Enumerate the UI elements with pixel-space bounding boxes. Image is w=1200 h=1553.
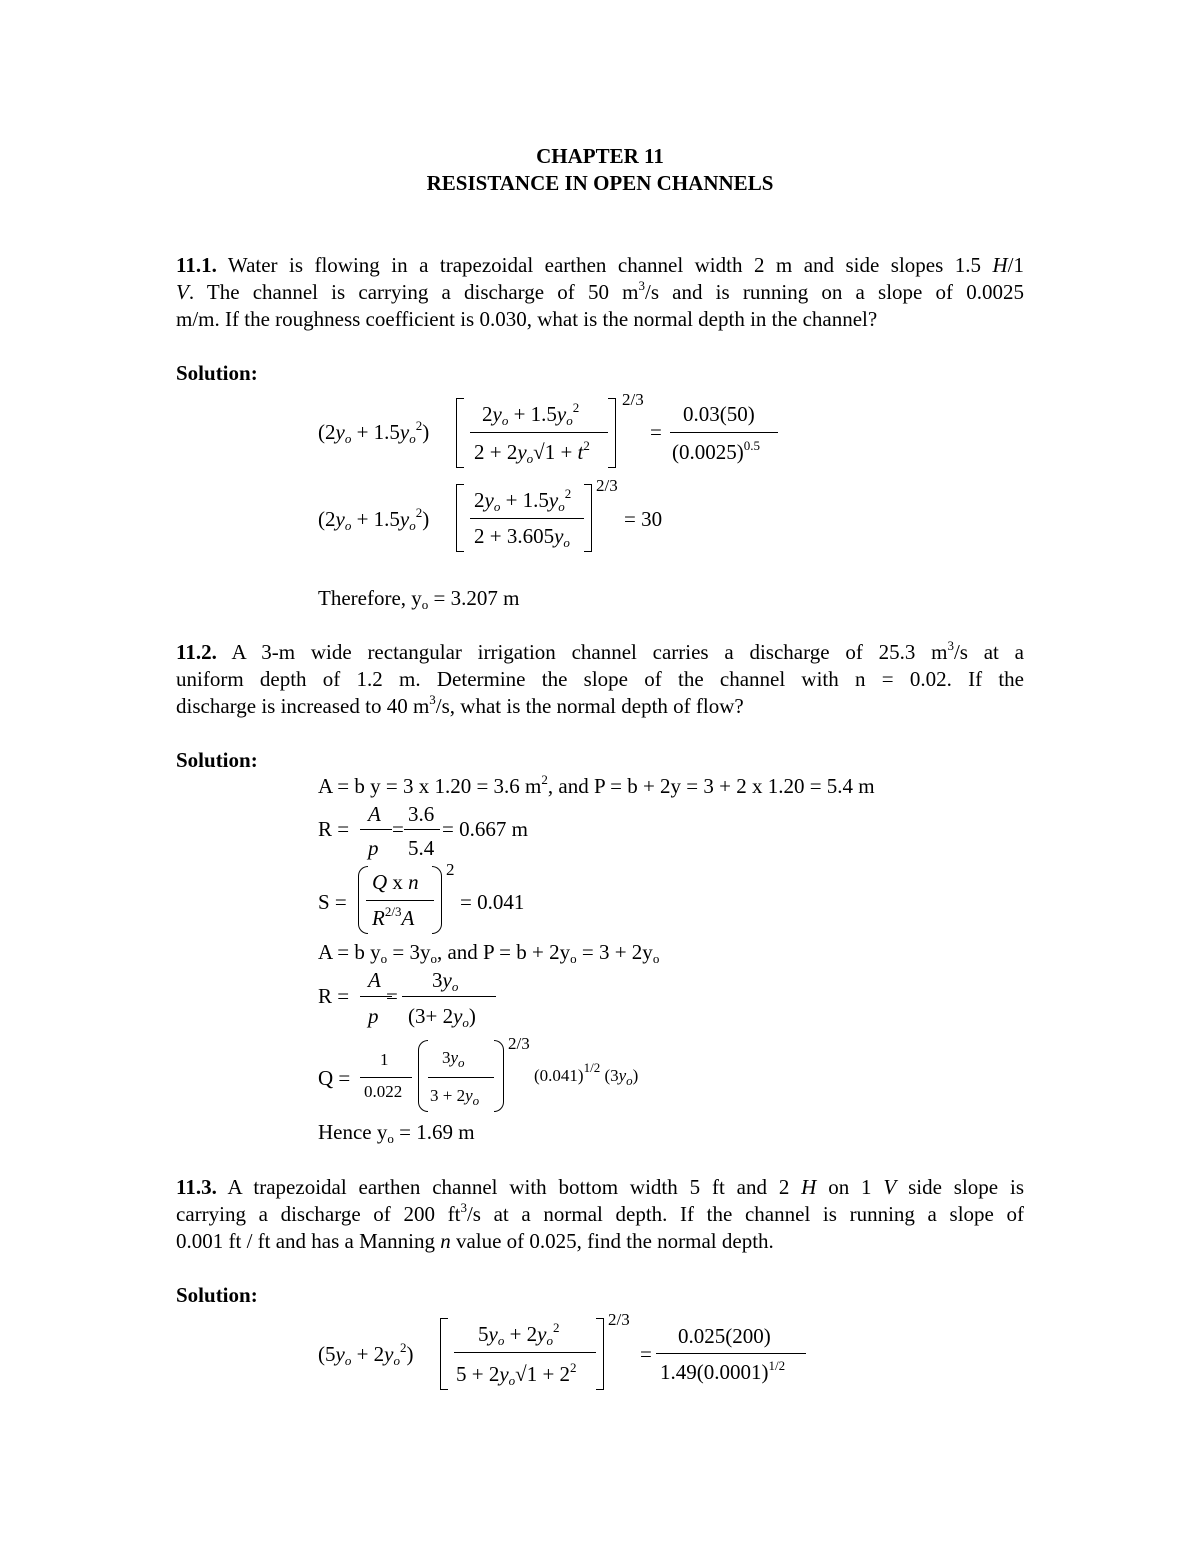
chapter-title: RESISTANCE IN OPEN CHANNELS — [426, 171, 774, 195]
problem-number: 11.1. — [176, 253, 217, 277]
step-area-perimeter-yo: A = b $y_o = 3y_o$, and $P = b + 2y_o = 3 + 2y_o$ — [318, 940, 660, 966]
solution-label: Solution: — [176, 1283, 258, 1307]
answer-11-2: Hence $y_o = 1.69$ m — [318, 1120, 475, 1146]
step-area-perimeter: A = b y = 3 x 1.20 = 3.6 $m^2$, and P = b + 2y = 3 + 2 x 1.20 = 5.4 m — [318, 772, 875, 798]
solution-label: Solution: — [176, 361, 258, 385]
chapter-heading: CHAPTER 11 — [536, 144, 664, 168]
problem-11-1-text: 11.1. Water is flowing in a trapezoidal earthen channel width 2 m and side slopes 1.5 H/1 V. The channel is carrying a discharge of 50 $m^3/s$ and is running on a slope of 0.0025 m/m. If the roughness coefficient is 0.030, what is the normal depth in the channel? — [176, 253, 1024, 331]
solution-label: Solution: — [176, 748, 258, 772]
problem-11-3-text: 11.3. A trapezoidal earthen channel with bottom width 5 ft and 2 H on 1 V side slope is carrying a discharge of 200 $ft^3/s$ at a normal depth. If the channel is running a slope of 0.001 ft / ft and has a Manning n value of 0.025, find the normal depth. — [176, 1175, 1024, 1253]
problem-11-2-text: 11.2. A 3-m wide rectangular irrigation channel carries a discharge of 25.3 $m^3/s$ at a uniform depth of 1.2 m. Determine the slope of the channel with n = 0.02. If the discharge is increased to 40 $m^3/s$, what is the normal depth of flow? — [176, 638, 1024, 718]
answer-11-1: Therefore, $y_o = 3.207$ m — [318, 586, 520, 612]
